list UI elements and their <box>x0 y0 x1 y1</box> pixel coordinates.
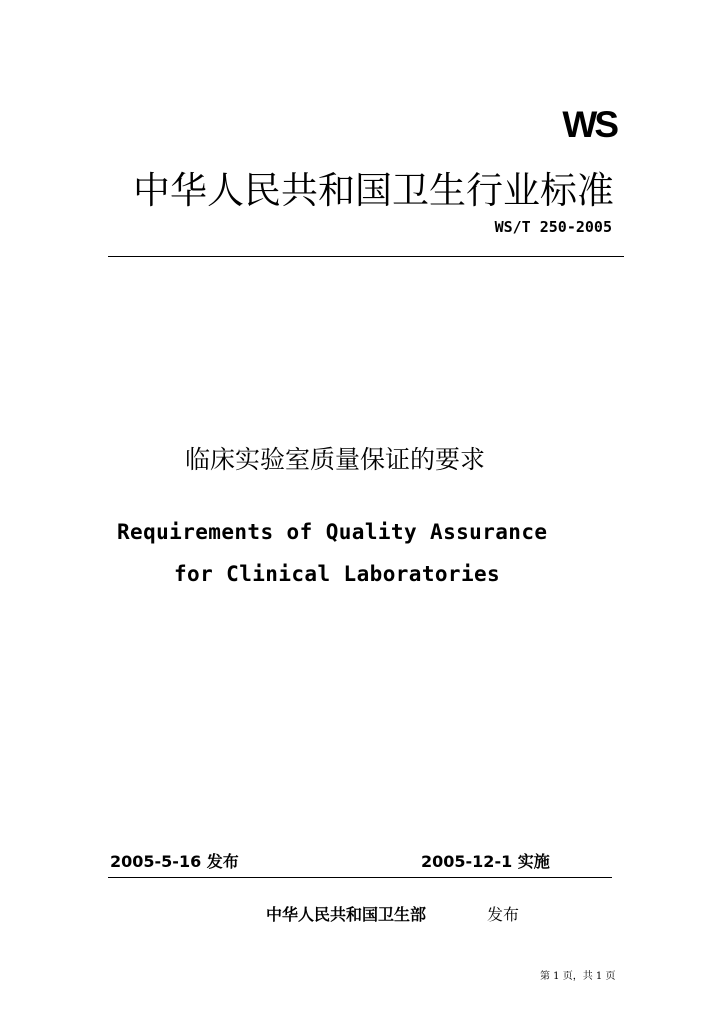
header-divider <box>108 256 624 257</box>
document-title-english-line1: Requirements of Quality Assurance <box>117 520 548 544</box>
standard-category-title: 中华人民共和国卫生行业标准 <box>133 169 614 212</box>
document-title-chinese: 临床实验室质量保证的要求 <box>185 445 486 474</box>
publisher-name: 中华人民共和国卫生部 <box>266 905 427 924</box>
footer-divider <box>108 877 612 878</box>
implementation-date: 2005-12-1 实施 <box>421 852 550 871</box>
ws-standard-mark: WS <box>562 104 616 145</box>
publish-label: 发布 <box>487 905 520 924</box>
page-number: 第 1 页，共 1 页 <box>540 971 616 982</box>
document-title-english-line2: for Clinical Laboratories <box>174 562 501 586</box>
issue-date: 2005-5-16 发布 <box>110 852 239 871</box>
standard-code: WS/T 250-2005 <box>494 218 612 236</box>
